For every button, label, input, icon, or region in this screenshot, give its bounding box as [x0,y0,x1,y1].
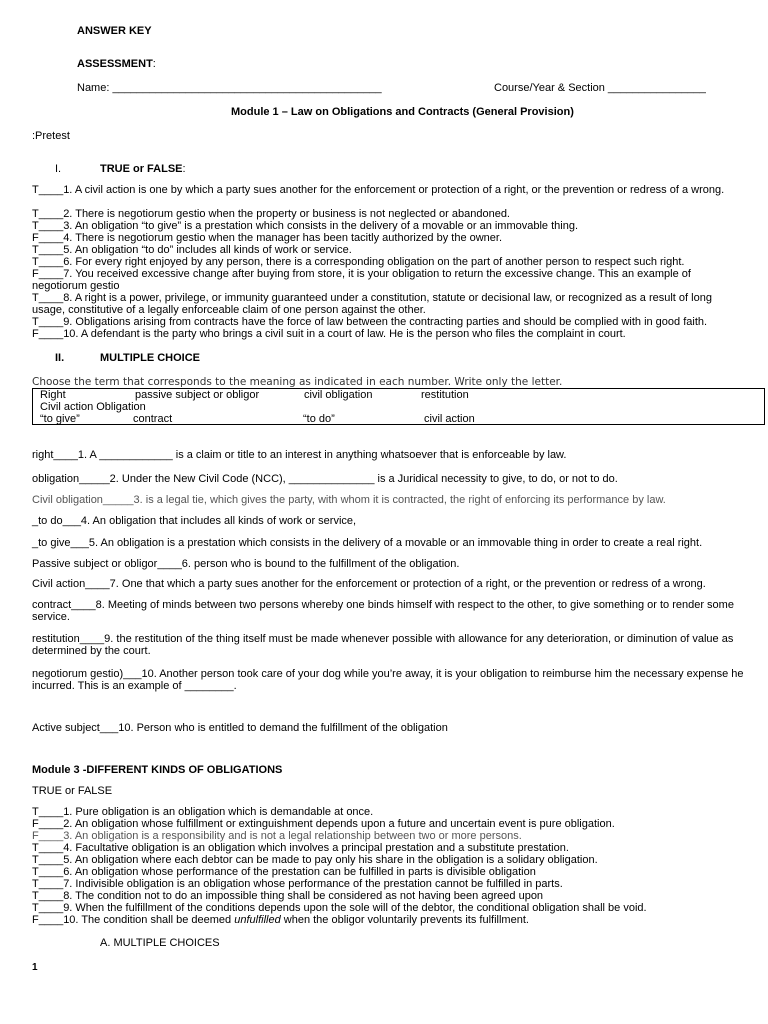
tf-item-9 [32,316,744,328]
tf-item-5-text: T____5. An obligation “to do” includes all kinds of work or service. [32,244,352,256]
mc-item-2: obligation_____2. Under the New Civil Code (NCC), ______________ is a Juridical necessity to give, to do, or not to do. [32,473,618,485]
pretest-label: :Pretest [32,130,70,142]
mc-item-1: right____1. A ____________ is a claim or title to an interest in anything whatsoever that is enforceable by law. [32,449,567,461]
m3-tf-item-10-after: when the obligor voluntarily prevents its fulfillment. [280,914,529,926]
module-1-title: Module 1 – Law on Obligations and Contracts (General Provision) [231,106,574,118]
tf-item-2-text: T____2. There is negotiorum gestio when the property or business is not neglected or abandoned. [32,208,510,220]
tf-item-3-text: T____3. An obligation “to give” is a prestation which consists in the delivery of a movable or an immovable thing. [32,220,579,232]
mc-item-4: _to do___4. An obligation that includes all kinds of work or service, [32,515,357,527]
tf-item-3 [32,220,744,232]
m3-tf-item-6 [32,866,744,878]
choices-box [32,388,765,425]
mc-item-5: _to give___5. An obligation is a prestation which consists in the delivery of a movable or an immovable thing in order to create a real right. [32,537,703,549]
page-number: 1 [32,962,38,973]
mc-item-9: restitution____9. the restitution of the thing itself must be made whenever possible with allowance for any deterioration, or diminution of value as determined by the court. [32,633,734,657]
answer-key-heading: ANSWER KEY [77,25,152,37]
m3-tf-item-5 [32,854,744,866]
tf-item-2 [32,208,744,220]
tf-item-6 [32,256,744,268]
m3-tf-item-8 [32,890,744,902]
m3-tf-item-4 [32,842,744,854]
section-1-title-colon: : [182,163,186,175]
name-field-line: Name: ____________________________________________ [77,82,382,94]
mc-item-active-subject: Active subject___10. Person who is entitled to demand the fulfillment of the obligation [32,722,448,734]
choice-to-give: “to give” [40,413,80,425]
m3-tf-item-2 [32,818,744,830]
m3-tf-item-10-before: F____10. The condition shall be deemed [32,914,235,926]
assessment-colon: : [152,58,156,70]
choice-passive-subject: passive subject or obligor [135,389,260,401]
section-1-title-text: TRUE or FALSE [100,163,183,175]
m3-tf-item-7-text: T____7. Indivisible obligation is an obligation whose performance of the prestation cannot be fulfilled in parts. [32,878,563,890]
m3-tf-item-5-text: T____5. An obligation where each debtor can be made to pay only his share in the obligation is a solidary obligation. [32,854,598,866]
choice-contract: contract [133,413,173,425]
m3-tf-item-10 [32,914,744,926]
choice-to-do: “to do” [303,413,335,425]
m3-tf-item-7 [32,878,744,890]
tf-item-6-text: T____6. For every right enjoyed by any person, there is a corresponding obligation on the part of another person to respect such right. [32,256,685,268]
module-3-title: Module 3 -DIFFERENT KINDS OF OBLIGATIONS [32,764,283,776]
section-2-instruction: Choose the term that corresponds to the meaning as indicated in each number. Write only the letter. [32,376,563,388]
mc-item-10: negotiorum gestio)___10. Another person took care of your dog while you’re away, it is your obligation to reimburse him the necessary expense he incurred. This is an example of ________. [32,668,744,692]
assessment-heading [77,58,156,70]
choice-restitution: restitution [421,389,469,401]
mc-item-7: Civil action____7. One that which a party sues another for the enforcement or protection of a right, or the prevention or redress of a wrong. [32,578,706,590]
choice-civil-action: civil action [424,413,475,425]
mc-item-6: Passive subject or obligor____6. person who is bound to the fulfillment of the obligation. [32,558,460,570]
choice-right: Right [40,389,66,401]
m3-tf-item-6-text: T____6. An obligation whose performance of the prestation can be fulfilled in parts is divisible obligation [32,866,536,878]
mc-item-3: Civil obligation_____3. is a legal tie, which gives the party, with whom it is contracted, the right of enforcing its performance by law. [32,494,666,506]
tf-item-10 [32,328,744,340]
course-section-field-line: Course/Year & Section ________________ [494,82,706,94]
section-1-title [100,163,186,175]
section-1-numeral: I. [55,163,62,175]
m3-tf-item-1 [32,806,744,818]
tf-item-7: F____7. You received excessive change after buying from store, it is your obligation to return the excessive change. This an example of negotiorum gestio [32,268,691,292]
choice-civil-action-obligation: Civil action Obligation [40,401,146,413]
section-2-numeral: II. [55,352,65,364]
m3-tf-item-1-text: T____1. Pure obligation is an obligation which is demandable at once. [32,806,374,818]
m3-tf-item-4-text: T____4. Facultative obligation is an obligation which involves a principal prestation and a substitute prestation. [32,842,569,854]
assessment-label: ASSESSMENT [77,58,153,70]
m3-tf-item-3-text: F____3. An obligation is a responsibility and is not a legal relationship between two or more persons. [32,830,522,842]
tf-item-8: T____8. A right is a power, privilege, or immunity guaranteed under a constitution, statute or decisional law, or recognized as a result of long usage, constitutive of a legally enforceable claim of one person against the other. [32,292,712,316]
m3-tf-item-10-italic: unfulfilled [234,914,281,926]
m3-tf-item-8-text: T____8. The condition not to do an impossible thing shall be considered as not having been agreed upon [32,890,544,902]
module-3-multiple-choices-heading: A. MULTIPLE CHOICES [100,937,220,949]
m3-tf-item-9-text: T____9. When the fulfillment of the conditions depends upon the sole will of the debtor, the conditional obligation shall be void. [32,902,647,914]
section-2-title: MULTIPLE CHOICE [100,352,201,364]
tf-item-5 [32,244,744,256]
choice-civil-obligation: civil obligation [304,389,373,401]
tf-item-1: T____1. A civil action is one by which a party sues another for the enforcement or protection of a right, or the prevention or redress of a wrong. [32,184,725,196]
tf-item-10-text: F____10. A defendant is the party who brings a civil suit in a court of law. He is the person who files the complaint in court. [32,328,626,340]
module-3-subtitle: TRUE or FALSE [32,785,113,797]
m3-tf-item-3 [32,830,744,842]
m3-tf-item-2-text: F____2. An obligation whose fulfillment or extinguishment depends upon a future and uncertain event is pure obligation. [32,818,615,830]
tf-item-9-text: T____9. Obligations arising from contracts have the force of law between the contracting parties and should be complied with in good faith. [32,316,708,328]
tf-item-4-text: F____4. There is negotiorum gestio when the manager has been tacitly authorized by the owner. [32,232,503,244]
tf-item-4 [32,232,744,244]
mc-item-8: contract____8. Meeting of minds between two persons whereby one binds himself with respect to the other, to give something or to render some service. [32,599,734,623]
m3-tf-item-9 [32,902,744,914]
